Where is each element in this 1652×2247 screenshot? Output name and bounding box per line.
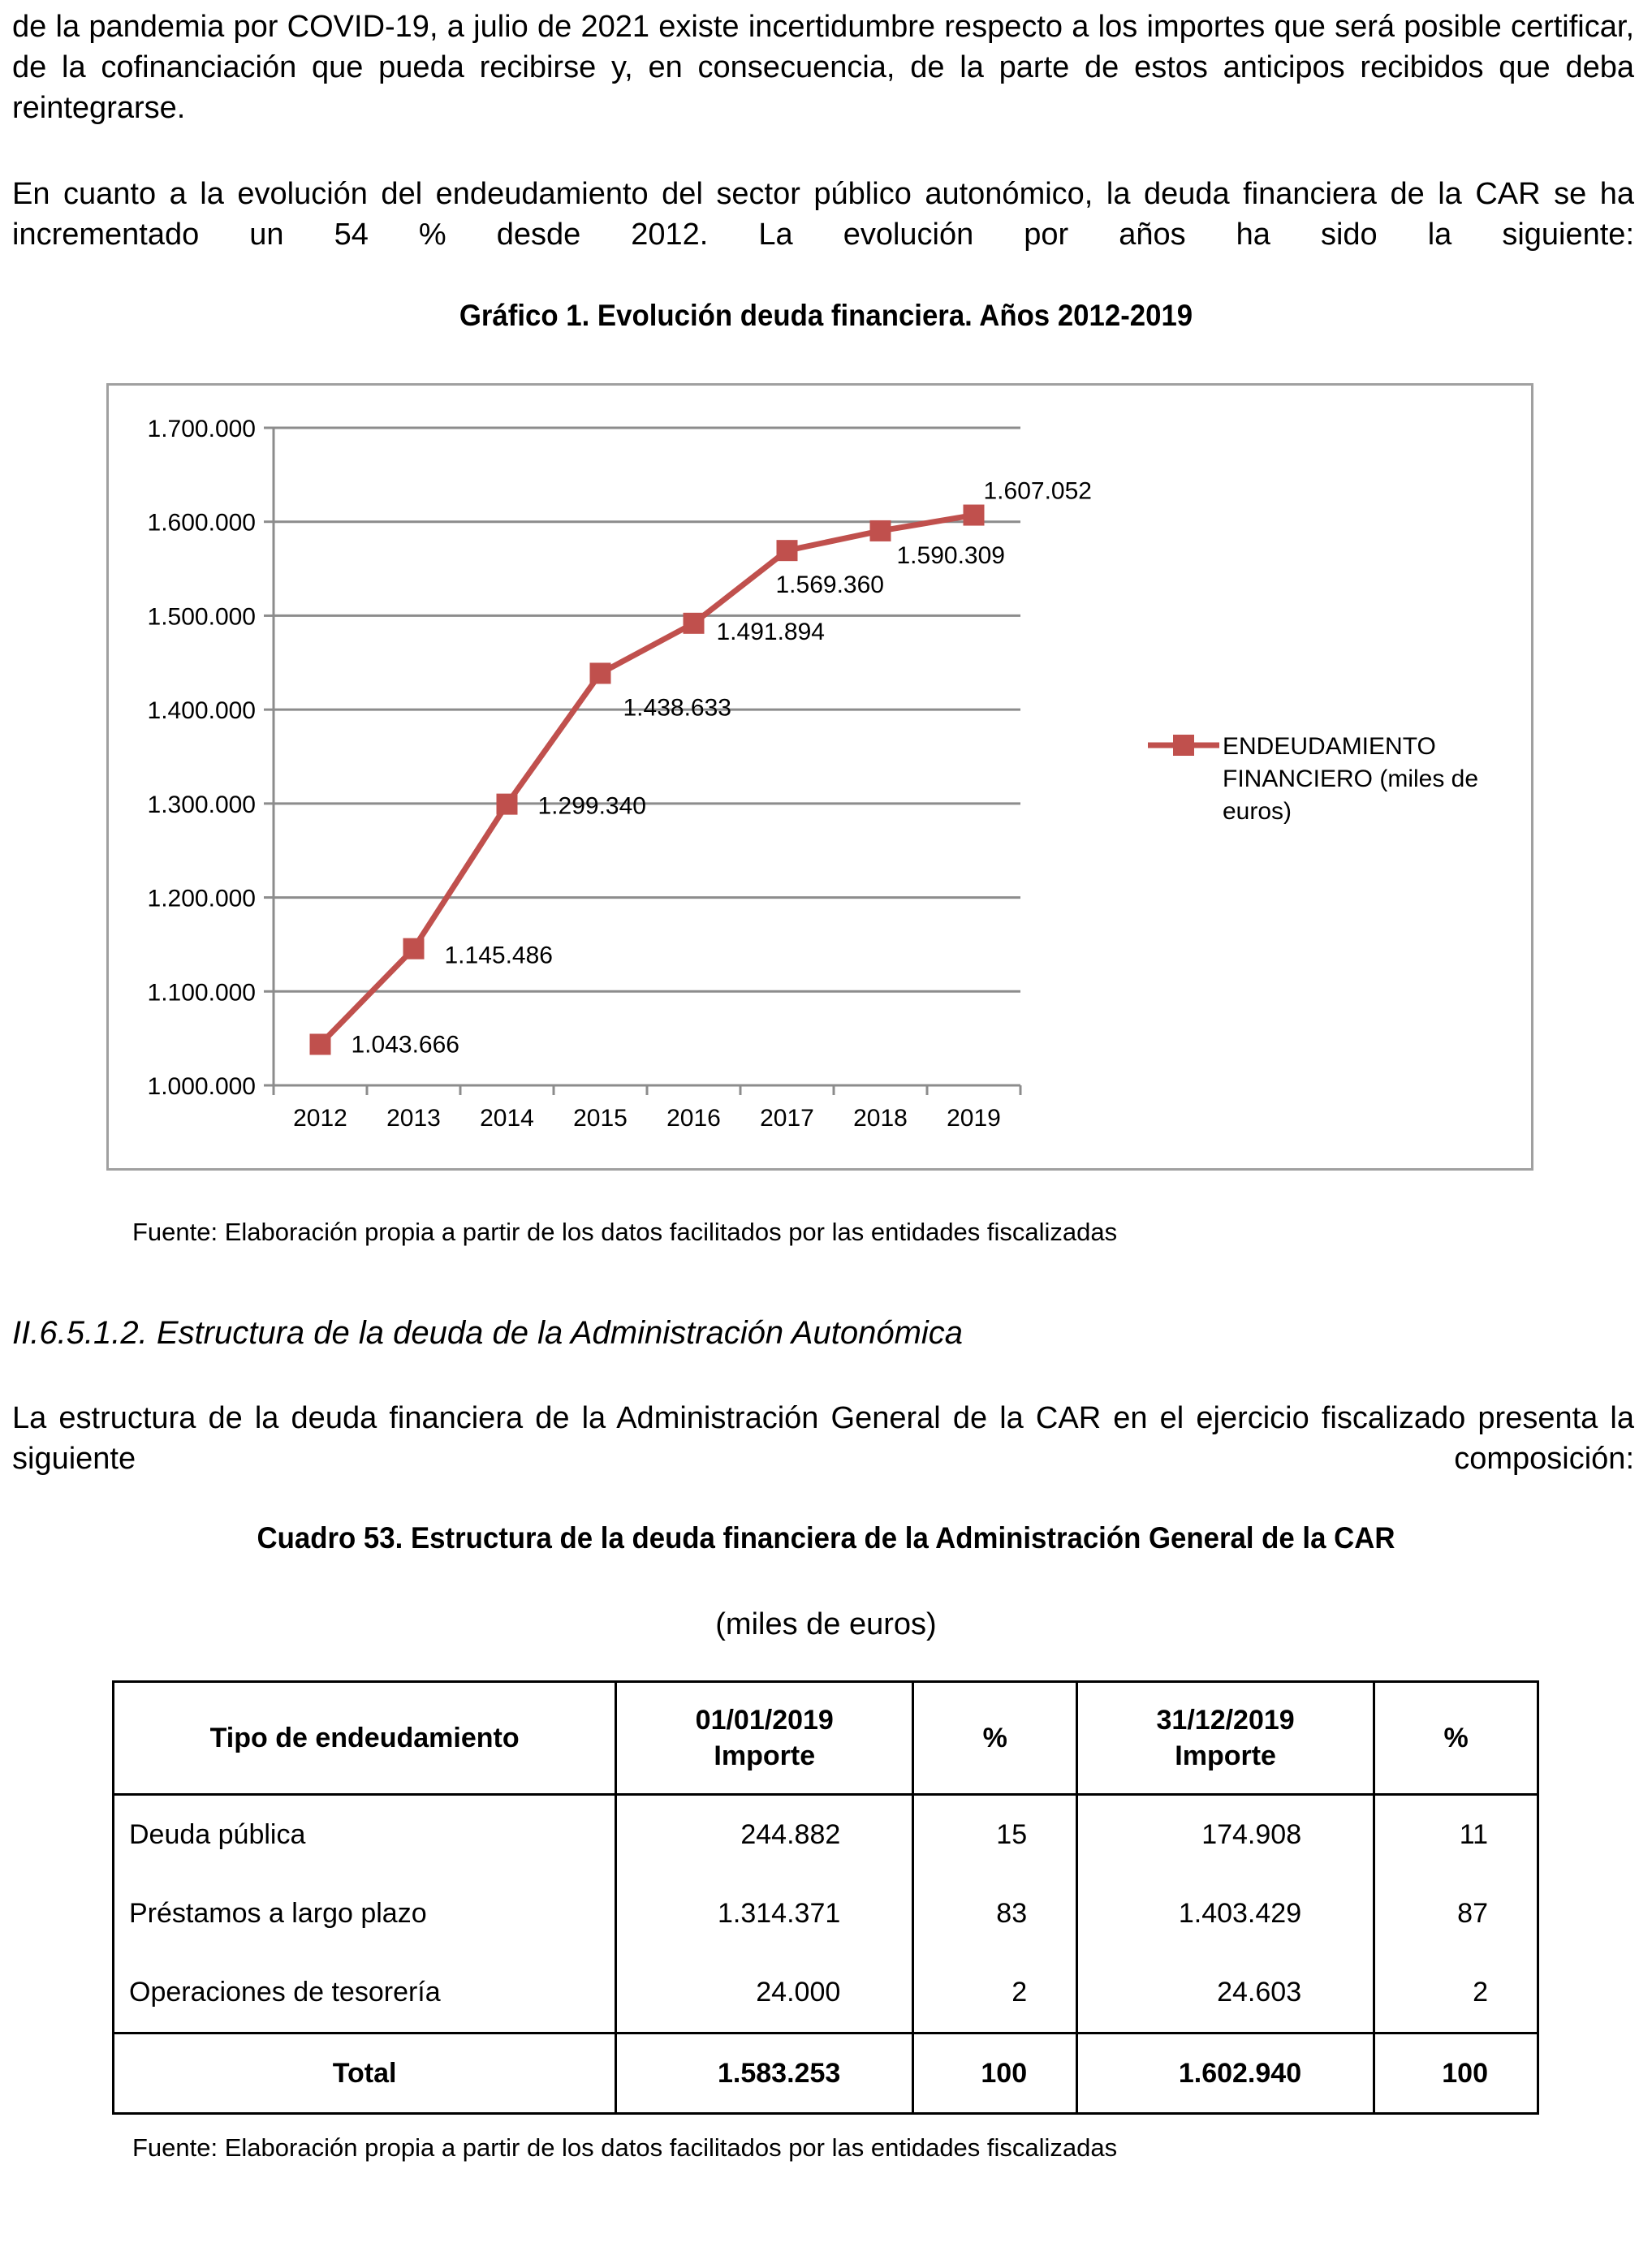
data-label: 1.590.309 [896, 541, 1005, 569]
data-label: 1.569.360 [775, 571, 884, 599]
debt-evolution-paragraph: En cuanto a la evolución del endeudamiento del sector público autonómico, la deuda financiera de la CAR se ha incrementado un 54 % desde 2012. La evolución por años ha sido la siguiente: [12, 177, 1634, 252]
x-tick-label: 2016 [666, 1105, 721, 1132]
intro-paragraph: de la pandemia por COVID-19, a julio de 2021 existe incertidumbre respecto a los importes que será posible certificar, de la cofinanciación que pueda recibirse y, en consecuencia, de la parte de estos anticipos recibidos que deba reintegrarse. [12, 10, 1634, 125]
header-importe-start: Importe [714, 1740, 816, 1771]
table-source-note: Fuente: Elaboración propia a partir de los datos facilitados por las entidades fiscalizadas [132, 2133, 1118, 2162]
y-tick-label: 1.400.000 [147, 697, 256, 725]
legend-label: euros) [1223, 798, 1292, 825]
table-total-row [114, 2034, 1538, 2114]
header-amount-end [1077, 1682, 1374, 1795]
table-row [114, 1953, 1538, 2034]
row-type: Operaciones de tesorería [114, 1953, 616, 2034]
row-pct-start: 83 [913, 1874, 1077, 1953]
total-amount-start: 1.583.253 [616, 2034, 913, 2114]
data-label: 1.491.894 [716, 618, 825, 645]
legend-marker [1173, 735, 1194, 756]
data-point-marker [777, 540, 798, 561]
chart-frame [106, 383, 1533, 1171]
header-importe-end: Importe [1175, 1740, 1276, 1771]
y-tick-label: 1.100.000 [147, 979, 256, 1007]
data-label: 1.145.486 [444, 942, 553, 969]
data-label: 1.438.633 [623, 694, 731, 722]
table-row [114, 1874, 1538, 1953]
table-title: Cuadro 53. Estructura de la deuda financiera de la Administración General de la CAR [257, 1521, 1395, 1555]
y-tick-label: 1.500.000 [147, 603, 256, 631]
row-amount-start: 244.882 [616, 1795, 913, 1875]
data-point-marker [870, 520, 891, 541]
row-pct-start: 15 [913, 1795, 1077, 1875]
header-pct-end: % [1374, 1682, 1538, 1795]
total-pct-end: 100 [1374, 2034, 1538, 2114]
y-tick-label: 1.200.000 [147, 885, 256, 912]
row-type: Deuda pública [114, 1795, 616, 1875]
row-amount-end: 24.603 [1077, 1953, 1374, 2034]
chart-title: Gráfico 1. Evolución deuda financiera. Años 2012-2019 [459, 299, 1193, 332]
data-point-marker [590, 662, 611, 684]
data-point-marker [684, 613, 705, 634]
y-tick-label: 1.300.000 [147, 791, 256, 818]
row-amount-end: 174.908 [1077, 1795, 1374, 1875]
header-pct-start: % [913, 1682, 1077, 1795]
row-pct-start: 2 [913, 1953, 1077, 2034]
debt-line-chart [109, 386, 1531, 1168]
row-pct-end: 11 [1374, 1795, 1538, 1875]
total-amount-end: 1.602.940 [1077, 2034, 1374, 2114]
row-amount-start: 1.314.371 [616, 1874, 913, 1953]
section-heading: II.6.5.1.2. Estructura de la deuda de la Administración Autonómica [12, 1315, 964, 1351]
table-row [114, 1795, 1538, 1875]
data-label: 1.607.052 [983, 477, 1092, 505]
legend-label: ENDEUDAMIENTO [1223, 733, 1436, 760]
header-date-start: 01/01/2019 [695, 1705, 834, 1736]
total-pct-start: 100 [913, 2034, 1077, 2114]
table-units: (miles de euros) [715, 1607, 937, 1641]
y-tick-label: 1.600.000 [147, 509, 256, 537]
debt-structure-paragraph: La estructura de la deuda financiera de la Administración General de la CAR en el ejercicio fiscalizado presenta la siguiente composición: [12, 1401, 1634, 1476]
data-point-marker [497, 794, 518, 815]
row-pct-end: 2 [1374, 1953, 1538, 2034]
data-label: 1.043.666 [351, 1031, 459, 1059]
y-tick-label: 1.700.000 [147, 416, 256, 442]
row-amount-start: 24.000 [616, 1953, 913, 2034]
data-label: 1.299.340 [537, 792, 646, 820]
x-tick-label: 2013 [386, 1105, 441, 1132]
total-label: Total [114, 2034, 616, 2114]
header-amount-start [616, 1682, 913, 1795]
debt-structure-table [112, 1680, 1539, 2115]
chart-source-note: Fuente: Elaboración propia a partir de los datos facilitados por las entidades fiscalizadas [132, 1218, 1118, 1246]
x-tick-label: 2015 [573, 1105, 628, 1132]
header-type: Tipo de endeudamiento [114, 1682, 616, 1795]
row-type: Préstamos a largo plazo [114, 1874, 616, 1953]
x-tick-label: 2019 [947, 1105, 1001, 1132]
x-tick-label: 2018 [853, 1105, 908, 1132]
y-tick-label: 1.000.000 [147, 1073, 256, 1100]
legend-label: FINANCIERO (miles de [1223, 766, 1479, 792]
x-tick-label: 2014 [480, 1105, 534, 1132]
x-tick-label: 2017 [760, 1105, 814, 1132]
row-amount-end: 1.403.429 [1077, 1874, 1374, 1953]
header-date-end: 31/12/2019 [1156, 1705, 1295, 1736]
x-tick-label: 2012 [293, 1105, 347, 1132]
row-pct-end: 87 [1374, 1874, 1538, 1953]
data-point-marker [310, 1033, 331, 1054]
table-header-row [114, 1682, 1538, 1795]
data-point-marker [403, 938, 425, 960]
data-point-marker [964, 505, 985, 526]
